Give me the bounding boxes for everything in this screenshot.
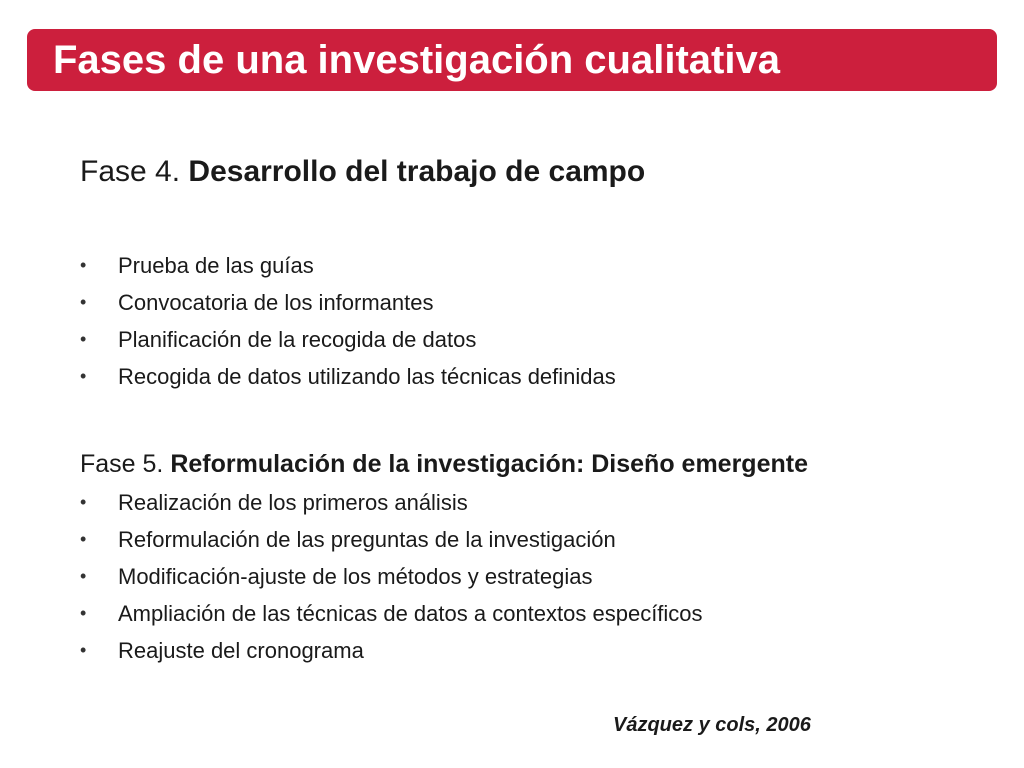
title-bar	[27, 29, 997, 91]
list-item-text: Reformulación de las preguntas de la investigación	[118, 527, 616, 552]
bullet-icon: •	[80, 529, 87, 549]
list-item	[78, 558, 703, 595]
bullet-icon: •	[80, 492, 87, 512]
phase-5-heading	[80, 448, 808, 480]
list-item-text: Convocatoria de los informantes	[118, 290, 434, 315]
bullet-icon: •	[80, 566, 87, 586]
list-item	[78, 521, 703, 558]
list-item	[78, 595, 703, 632]
list-item-text: Prueba de las guías	[118, 253, 314, 278]
list-item	[78, 247, 616, 284]
list-item	[78, 484, 703, 521]
list-item-text: Realización de los primeros análisis	[118, 490, 468, 515]
phase-4-number: Fase 4.	[80, 155, 181, 188]
list-item	[78, 321, 616, 358]
list-item	[78, 284, 616, 321]
phase-5-number: Fase 5.	[80, 450, 164, 478]
list-item	[78, 632, 703, 669]
phase-4-heading	[80, 154, 645, 190]
phase-4-list	[78, 247, 616, 395]
list-item-text: Modificación-ajuste de los métodos y estrategias	[118, 564, 593, 589]
list-item	[78, 358, 616, 395]
phase-5-list	[78, 484, 703, 669]
list-item-text: Reajuste del cronograma	[118, 638, 364, 663]
citation: Vázquez y cols, 2006	[613, 714, 811, 736]
bullet-icon: •	[80, 329, 87, 349]
phase-5-name: Reformulación de la investigación: Diseño emergente	[170, 450, 808, 478]
slide-title: Fases de una investigación cualitativa	[53, 38, 780, 82]
list-item-text: Planificación de la recogida de datos	[118, 327, 477, 352]
list-item-text: Recogida de datos utilizando las técnicas definidas	[118, 364, 616, 389]
bullet-icon: •	[80, 366, 87, 386]
bullet-icon: •	[80, 255, 87, 275]
bullet-icon: •	[80, 640, 87, 660]
list-item-text: Ampliación de las técnicas de datos a contextos específicos	[118, 601, 703, 626]
bullet-icon: •	[80, 292, 87, 312]
phase-4-name: Desarrollo del trabajo de campo	[188, 155, 646, 188]
bullet-icon: •	[80, 603, 87, 623]
